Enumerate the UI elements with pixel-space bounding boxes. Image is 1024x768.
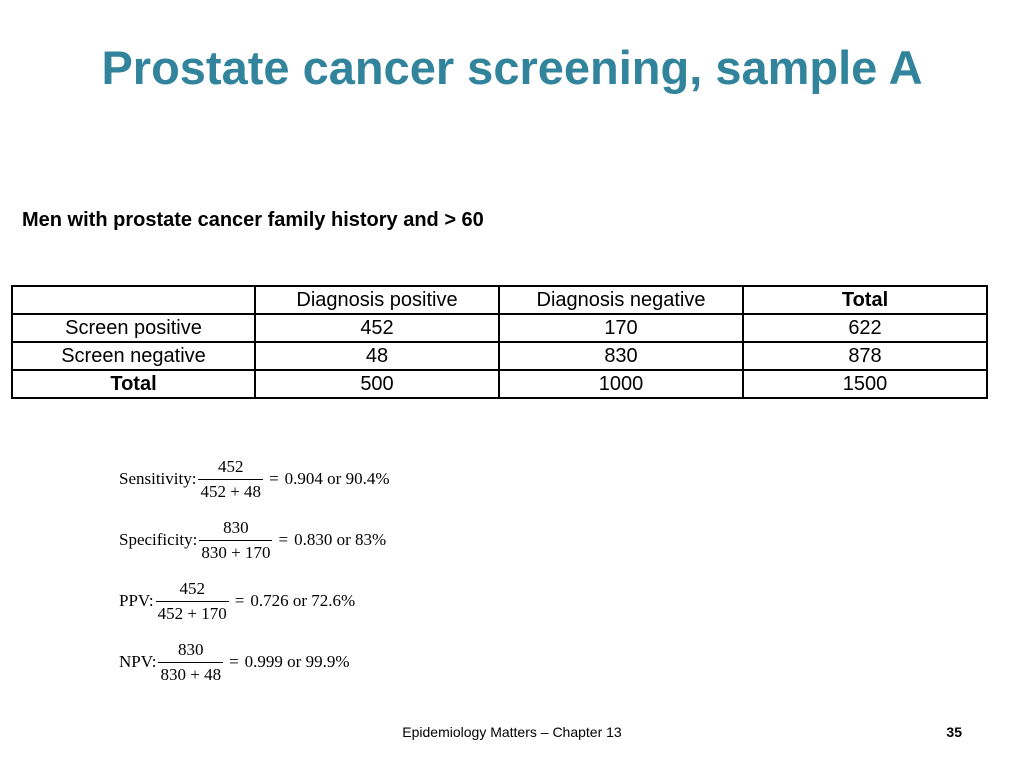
fraction (199, 518, 272, 563)
table-row-label: Screen negative (12, 342, 255, 370)
formula-label: PPV: (119, 591, 154, 610)
page-number: 35 (946, 724, 962, 740)
equals-sign: = (234, 591, 245, 610)
formulas (119, 450, 389, 694)
formula-label: Specificity: (119, 530, 198, 549)
table-cell: 48 (255, 342, 499, 370)
formula-label: Sensitivity: (119, 469, 197, 488)
formula-npv (119, 633, 389, 691)
table-cell: 500 (255, 370, 499, 398)
equals-sign: = (229, 652, 239, 671)
equals-sign: = (278, 530, 289, 549)
formula-specificity (119, 511, 389, 569)
table-header-cell-empty (12, 286, 255, 314)
table-header-row (12, 286, 987, 314)
fraction-numerator: 830 (223, 517, 249, 537)
fraction-numerator: 452 (179, 578, 205, 598)
table-cell: 170 (499, 314, 743, 342)
table-cell: 1000 (499, 370, 743, 398)
table-cell: 878 (743, 342, 987, 370)
table-cell: 622 (743, 314, 987, 342)
table-row-label: Total (12, 370, 255, 398)
table-cell: 452 (255, 314, 499, 342)
formula-sensitivity (119, 450, 389, 508)
formula-label: NPV: (119, 652, 157, 671)
fraction-denominator: 830 + 170 (199, 540, 272, 563)
fraction (198, 457, 263, 502)
slide-title: Prostate cancer screening, sample A (101, 41, 923, 94)
table-header-cell-diagnosis-positive: Diagnosis positive (255, 286, 499, 314)
fraction (156, 579, 229, 624)
fraction-numerator: 452 (218, 456, 244, 476)
formula-result: 0.830 or 83% (294, 530, 387, 549)
table-cell: 830 (499, 342, 743, 370)
formula-ppv (119, 572, 389, 630)
table-header-cell-diagnosis-negative: Diagnosis negative (499, 286, 743, 314)
fraction-denominator: 830 + 48 (158, 662, 223, 685)
formula-result: 0.726 or 72.6% (250, 591, 356, 610)
footer-text: Epidemiology Matters – Chapter 13 (402, 724, 622, 740)
slide-subtitle: Men with prostate cancer family history and > 60 (22, 209, 484, 231)
table-cell: 1500 (743, 370, 987, 398)
fraction-denominator: 452 + 48 (198, 479, 263, 502)
table-row (12, 342, 987, 370)
table-row (12, 314, 987, 342)
table-header-cell-total: Total (743, 286, 987, 314)
table-row-label: Screen positive (12, 314, 255, 342)
fraction-denominator: 452 + 170 (156, 601, 229, 624)
fraction (158, 640, 223, 685)
table-row-total (12, 370, 987, 398)
equals-sign: = (269, 469, 279, 488)
formula-result: 0.904 or 90.4% (284, 469, 390, 488)
screening-table (11, 285, 988, 399)
fraction-numerator: 830 (178, 639, 204, 659)
formula-result: 0.999 or 99.9% (244, 652, 350, 671)
